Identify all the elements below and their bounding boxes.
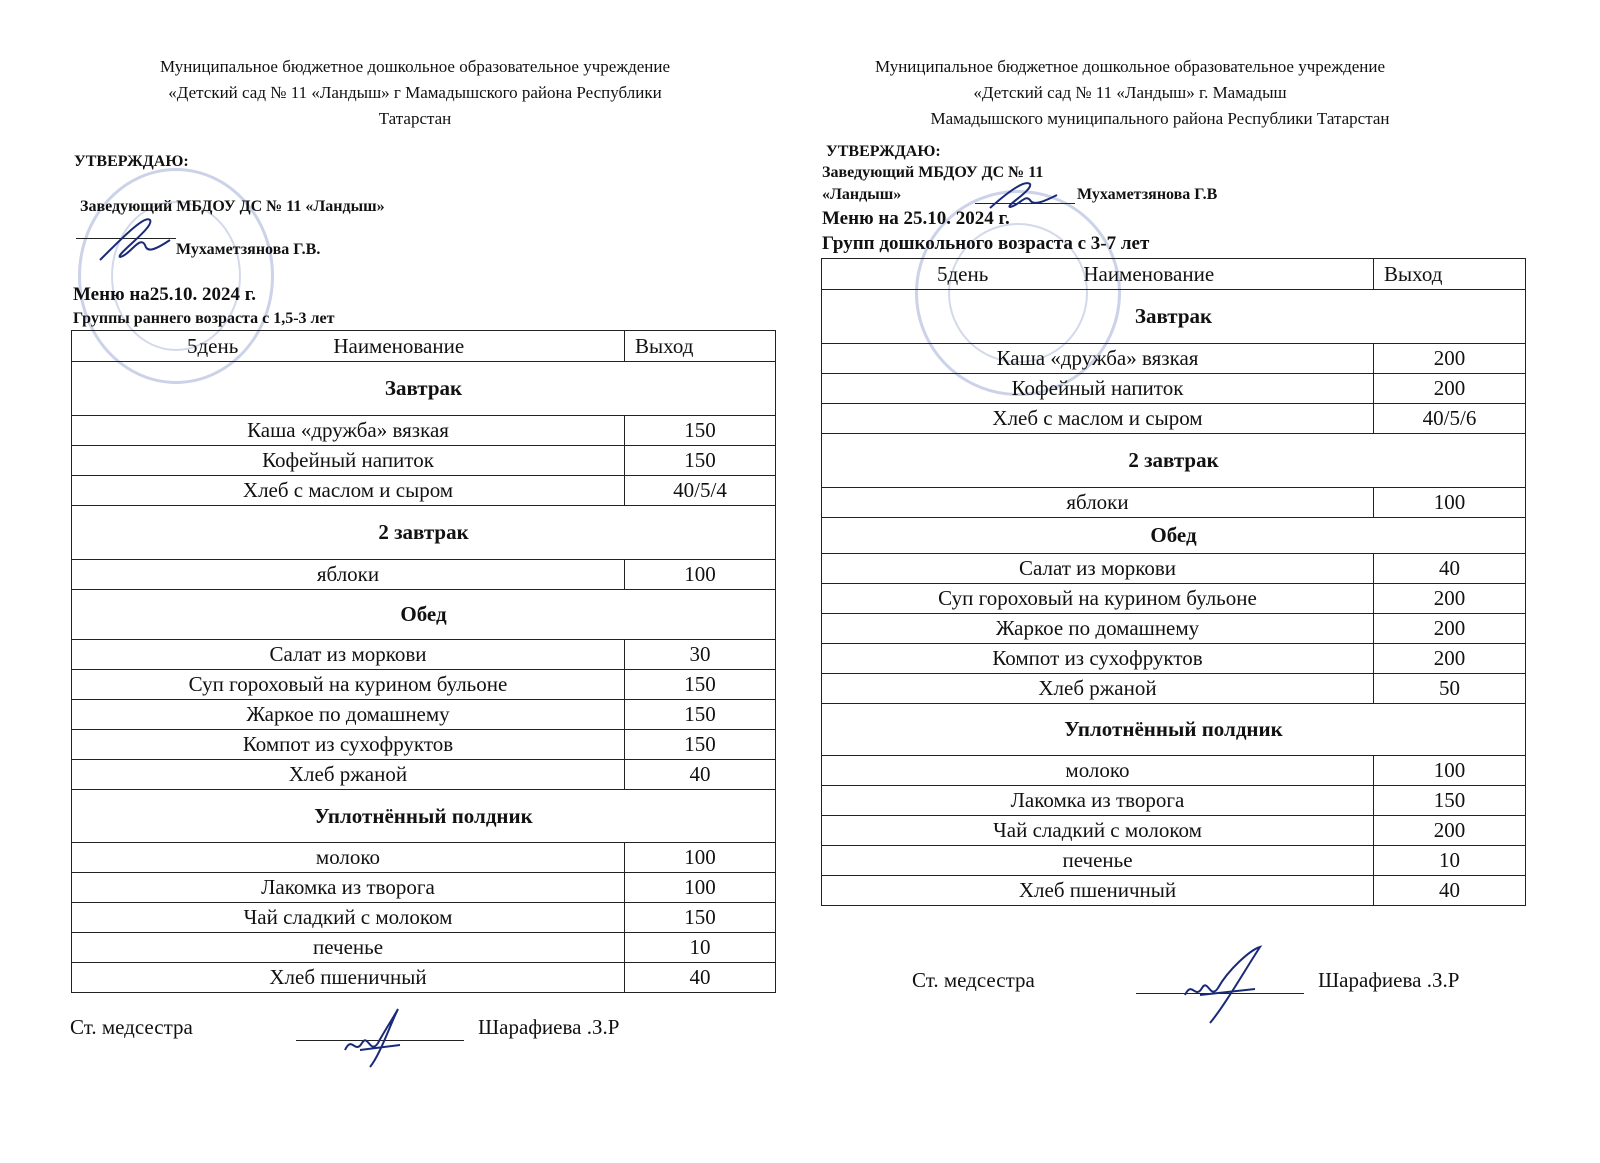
dish-name: Хлеб с маслом и сыром [72,476,625,506]
section-row [822,704,1526,756]
right-institution-header [800,54,1460,132]
section-row [72,590,776,640]
dish-output: 40 [625,760,776,790]
dish-name: Чай сладкий с молоком [822,816,1374,846]
signature-nurse-right [1180,945,1270,1025]
dish-name: Кофейный напиток [822,374,1374,404]
dish-output: 100 [1374,756,1526,786]
table-row [72,670,776,700]
nurse-title: Ст. медсестра [912,968,1035,992]
table-row [822,876,1526,906]
dish-output: 200 [1374,344,1526,374]
dish-output: 10 [625,933,776,963]
head-name: Мухаметзянова Г.В [1077,186,1218,203]
section-title: Обед [822,518,1526,554]
signature-head-right [985,180,1065,210]
header-output: Выход [1374,259,1526,290]
section-row [72,790,776,843]
table-row [822,674,1526,704]
table-row [72,933,776,963]
table-row [72,700,776,730]
institution-line: Муниципальное бюджетное дошкольное образовательное учреждение [875,57,1385,76]
table-row [72,446,776,476]
dish-output: 100 [625,843,776,873]
dish-output: 150 [625,670,776,700]
dish-name: Лакомка из творога [822,786,1374,816]
head-title: Заведующий МБДОУ ДС № 11 [822,164,1044,181]
dish-name: Суп гороховый на курином бульоне [72,670,625,700]
dish-name: Каша «дружба» вязкая [822,344,1374,374]
dish-output: 100 [625,873,776,903]
approve-label: УТВЕРЖДАЮ: [826,143,941,160]
dish-name: яблоки [72,560,625,590]
institution-line: «Детский сад № 11 «Ландыш» г Мамадышского района Республики [168,83,662,102]
dish-output: 150 [625,903,776,933]
table-row [822,488,1526,518]
dish-output: 200 [1374,816,1526,846]
header-name: Наименование [333,333,465,358]
menu-date: Меню на25.10. 2024 г. [73,284,257,305]
table-row [822,786,1526,816]
table-row [72,640,776,670]
menu-date: Меню на 25.10. 2024 г. [822,208,1010,229]
section-title: Уплотнённый полдник [72,790,776,843]
approve-label: УТВЕРЖДАЮ: [74,153,189,170]
dish-output: 40 [625,963,776,993]
menu-table-right [821,258,1526,906]
section-row [822,518,1526,554]
institution-line: Мамадышского муниципального района Республики Татарстан [930,109,1390,128]
section-title: 2 завтрак [822,434,1526,488]
dish-output: 30 [625,640,776,670]
dish-output: 150 [1374,786,1526,816]
nurse-name: Шарафиева .З.Р [478,1015,620,1039]
dish-name: молоко [822,756,1374,786]
header-day: 5день [187,333,239,358]
table-row [72,760,776,790]
table-header-row [822,259,1526,290]
header-output: Выход [625,331,776,362]
dish-output: 150 [625,446,776,476]
dish-name: Хлеб ржаной [822,674,1374,704]
table-row [822,816,1526,846]
header-cell [822,259,1374,290]
table-row [822,374,1526,404]
dish-name: Кофейный напиток [72,446,625,476]
dish-output: 200 [1374,584,1526,614]
table-row [72,873,776,903]
left-institution-header [80,54,750,132]
dish-name: Жаркое по домашнему [72,700,625,730]
dish-name: Хлеб пшеничный [72,963,625,993]
signature-head-left [95,215,175,265]
institution-line: Муниципальное бюджетное дошкольное образовательное учреждение [160,57,670,76]
table-row [822,404,1526,434]
table-row [822,846,1526,876]
section-title: Уплотнённый полдник [822,704,1526,756]
nurse-title: Ст. медсестра [70,1015,193,1039]
dish-name: Компот из сухофруктов [72,730,625,760]
section-title: Завтрак [72,362,776,416]
table-header-row [72,331,776,362]
header-name: Наименование [1083,261,1215,286]
section-row [822,434,1526,488]
dish-name: Жаркое по домашнему [822,614,1374,644]
section-row [72,506,776,560]
dish-output: 200 [1374,374,1526,404]
head-title-cont: «Ландыш» [822,186,902,203]
dish-name: молоко [72,843,625,873]
dish-output: 10 [1374,846,1526,876]
group-label: Групп дошкольного возраста с 3-7 лет [822,233,1150,254]
table-row [72,476,776,506]
group-label: Группы раннего возраста с 1,5-3 лет [73,310,335,327]
table-row [72,843,776,873]
table-row [822,756,1526,786]
table-row [822,644,1526,674]
dish-output: 150 [625,730,776,760]
table-row [72,963,776,993]
dish-name: Хлеб с маслом и сыром [822,404,1374,434]
signature-nurse-left [340,1005,410,1070]
dish-output: 200 [1374,614,1526,644]
table-row [72,903,776,933]
table-row [822,614,1526,644]
dish-name: яблоки [822,488,1374,518]
institution-line: «Детский сад № 11 «Ландыш» г. Мамадыш [973,83,1287,102]
dish-name: Лакомка из творога [72,873,625,903]
dish-output: 40 [1374,876,1526,906]
section-title: Завтрак [822,290,1526,344]
dish-output: 40/5/6 [1374,404,1526,434]
section-row [822,290,1526,344]
table-row [72,416,776,446]
dish-output: 100 [625,560,776,590]
table-row [822,584,1526,614]
dish-output: 200 [1374,644,1526,674]
dish-output: 50 [1374,674,1526,704]
dish-name: печенье [72,933,625,963]
nurse-name: Шарафиева .З.Р [1318,968,1460,992]
header-day: 5день [937,261,989,286]
menu-table-left [71,330,776,993]
dish-output: 40/5/4 [625,476,776,506]
dish-name: Чай сладкий с молоком [72,903,625,933]
dish-output: 40 [1374,554,1526,584]
dish-name: Каша «дружба» вязкая [72,416,625,446]
dish-name: Салат из моркови [822,554,1374,584]
dish-output: 150 [625,416,776,446]
head-title: Заведующий МБДОУ ДС № 11 «Ландыш» [80,198,385,215]
dish-output: 100 [1374,488,1526,518]
table-row [72,730,776,760]
table-row [822,554,1526,584]
dish-name: Салат из моркови [72,640,625,670]
dish-name: Суп гороховый на курином бульоне [822,584,1374,614]
section-title: Обед [72,590,776,640]
section-title: 2 завтрак [72,506,776,560]
dish-name: Хлеб пшеничный [822,876,1374,906]
dish-name: печенье [822,846,1374,876]
table-row [72,560,776,590]
dish-output: 150 [625,700,776,730]
table-row [822,344,1526,374]
institution-line: Татарстан [378,109,452,128]
dish-name: Хлеб ржаной [72,760,625,790]
dish-name: Компот из сухофруктов [822,644,1374,674]
header-cell [72,331,625,362]
section-row [72,362,776,416]
head-name: Мухаметзянова Г.В. [176,241,321,258]
